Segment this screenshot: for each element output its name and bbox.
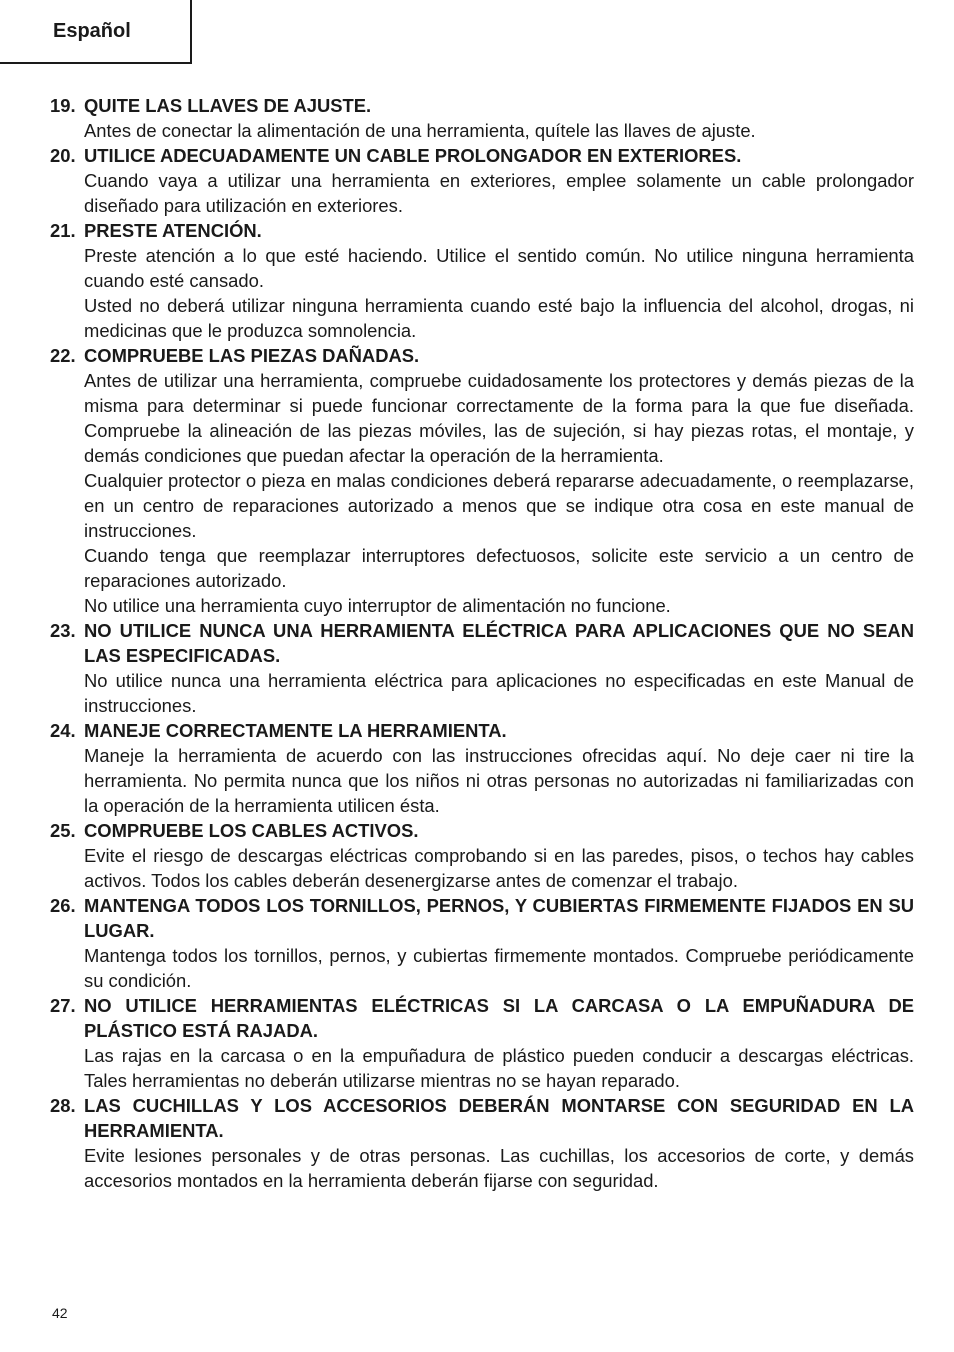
instruction-item-26 [50, 893, 914, 993]
item-number: 23. [50, 620, 76, 641]
item-number: 24. [50, 720, 76, 741]
item-paragraph: Mantenga todos los tornillos, pernos, y cubiertas firmemente montados. Compruebe periódicamente su condición. [84, 945, 914, 991]
item-paragraph: Antes de utilizar una herramienta, compruebe cuidadosamente los protectores y demás piezas de la misma para determinar si puede funcionar correctamente de la forma para la que fue diseñada. Compruebe la alineación de las piezas móviles, las de sujeción, si hay piezas rotas, el montaje, y demás condiciones que puedan afectar la operación de la herramienta. [84, 370, 914, 466]
item-paragraph: Evite el riesgo de descargas eléctricas comprobando si en las paredes, pisos, o techos hay cables activos. Todos los cables deberán desenergizarse antes de comenzar el trabajo. [84, 845, 914, 891]
instruction-item-22 [50, 343, 914, 618]
item-heading: NO UTILICE NUNCA UNA HERRAMIENTA ELÉCTRICA PARA APLICACIONES QUE NO SEAN LAS ESPECIFICADAS. [84, 620, 914, 666]
item-heading: LAS CUCHILLAS Y LOS ACCESORIOS DEBERÁN MONTARSE CON SEGURIDAD EN LA HERRAMIENTA. [84, 1095, 914, 1141]
page-number: 42 [52, 1305, 68, 1321]
item-heading: NO UTILICE HERRAMIENTAS ELÉCTRICAS SI LA CARCASA O LA EMPUÑADURA DE PLÁSTICO ESTÁ RAJADA. [84, 995, 914, 1041]
instruction-item-27 [50, 993, 914, 1093]
item-number: 19. [50, 95, 76, 116]
item-heading: MANEJE CORRECTAMENTE LA HERRAMIENTA. [84, 720, 507, 741]
item-number: 27. [50, 995, 76, 1016]
instruction-item-28 [50, 1093, 914, 1193]
item-number: 26. [50, 895, 76, 916]
instruction-item-24 [50, 718, 914, 818]
instruction-item-23 [50, 618, 914, 718]
instruction-item-19 [50, 93, 914, 143]
item-paragraph: Preste atención a lo que esté haciendo. Utilice el sentido común. No utilice ninguna herramienta cuando esté cansado. [84, 245, 914, 291]
item-paragraph: Cuando tenga que reemplazar interruptores defectuosos, solicite este servicio a un centro de reparaciones autorizado. [84, 545, 914, 591]
item-paragraph: Antes de conectar la alimentación de una herramienta, quítele las llaves de ajuste. [84, 120, 756, 141]
item-heading: COMPRUEBE LOS CABLES ACTIVOS. [84, 820, 419, 841]
item-number: 21. [50, 220, 76, 241]
instruction-item-25 [50, 818, 914, 893]
item-paragraph: No utilice una herramienta cuyo interruptor de alimentación no funcione. [84, 595, 671, 616]
item-paragraph: Cualquier protector o pieza en malas condiciones deberá repararse adecuadamente, o reemplazarse, en un centro de reparaciones autorizado a menos que se indique otra cosa en este manual de instrucciones. [84, 470, 914, 541]
item-paragraph: Usted no deberá utilizar ninguna herramienta cuando esté bajo la influencia del alcohol, drogas, ni medicinas que le produzca somnolencia. [84, 295, 914, 341]
language-label: Español [53, 20, 131, 42]
language-tab [0, 0, 192, 64]
instruction-item-21 [50, 218, 914, 343]
item-paragraph: Evite lesiones personales y de otras personas. Las cuchillas, los accesorios de corte, y demás accesorios montados en la herramienta deberán fijarse con seguridad. [84, 1145, 914, 1191]
item-number: 25. [50, 820, 76, 841]
item-heading: MANTENGA TODOS LOS TORNILLOS, PERNOS, Y CUBIERTAS FIRMEMENTE FIJADOS EN SU LUGAR. [84, 895, 914, 941]
safety-instructions-list [50, 93, 914, 1193]
item-heading: UTILICE ADECUADAMENTE UN CABLE PROLONGADOR EN EXTERIORES. [84, 145, 742, 166]
item-number: 22. [50, 345, 76, 366]
item-number: 20. [50, 145, 76, 166]
item-heading: PRESTE ATENCIÓN. [84, 220, 262, 241]
item-paragraph: Cuando vaya a utilizar una herramienta en exteriores, emplee solamente un cable prolongador diseñado para utilización en exteriores. [84, 170, 914, 216]
item-paragraph: Las rajas en la carcasa o en la empuñadura de plástico pueden conducir a descargas eléctricas. Tales herramientas no deberán utilizarse mientras no se hayan reparado. [84, 1045, 914, 1091]
item-paragraph: Maneje la herramienta de acuerdo con las instrucciones ofrecidas aquí. No deje caer ni tire la herramienta. No permita nunca que los niños ni otras personas no autorizadas ni familiarizadas con la operación de la herramienta utilicen ésta. [84, 745, 914, 816]
instruction-item-20 [50, 143, 914, 218]
item-number: 28. [50, 1095, 76, 1116]
item-paragraph: No utilice nunca una herramienta eléctrica para aplicaciones no especificadas en este Manual de instrucciones. [84, 670, 914, 716]
item-heading: COMPRUEBE LAS PIEZAS DAÑADAS. [84, 345, 420, 366]
item-heading: QUITE LAS LLAVES DE AJUSTE. [84, 95, 372, 116]
